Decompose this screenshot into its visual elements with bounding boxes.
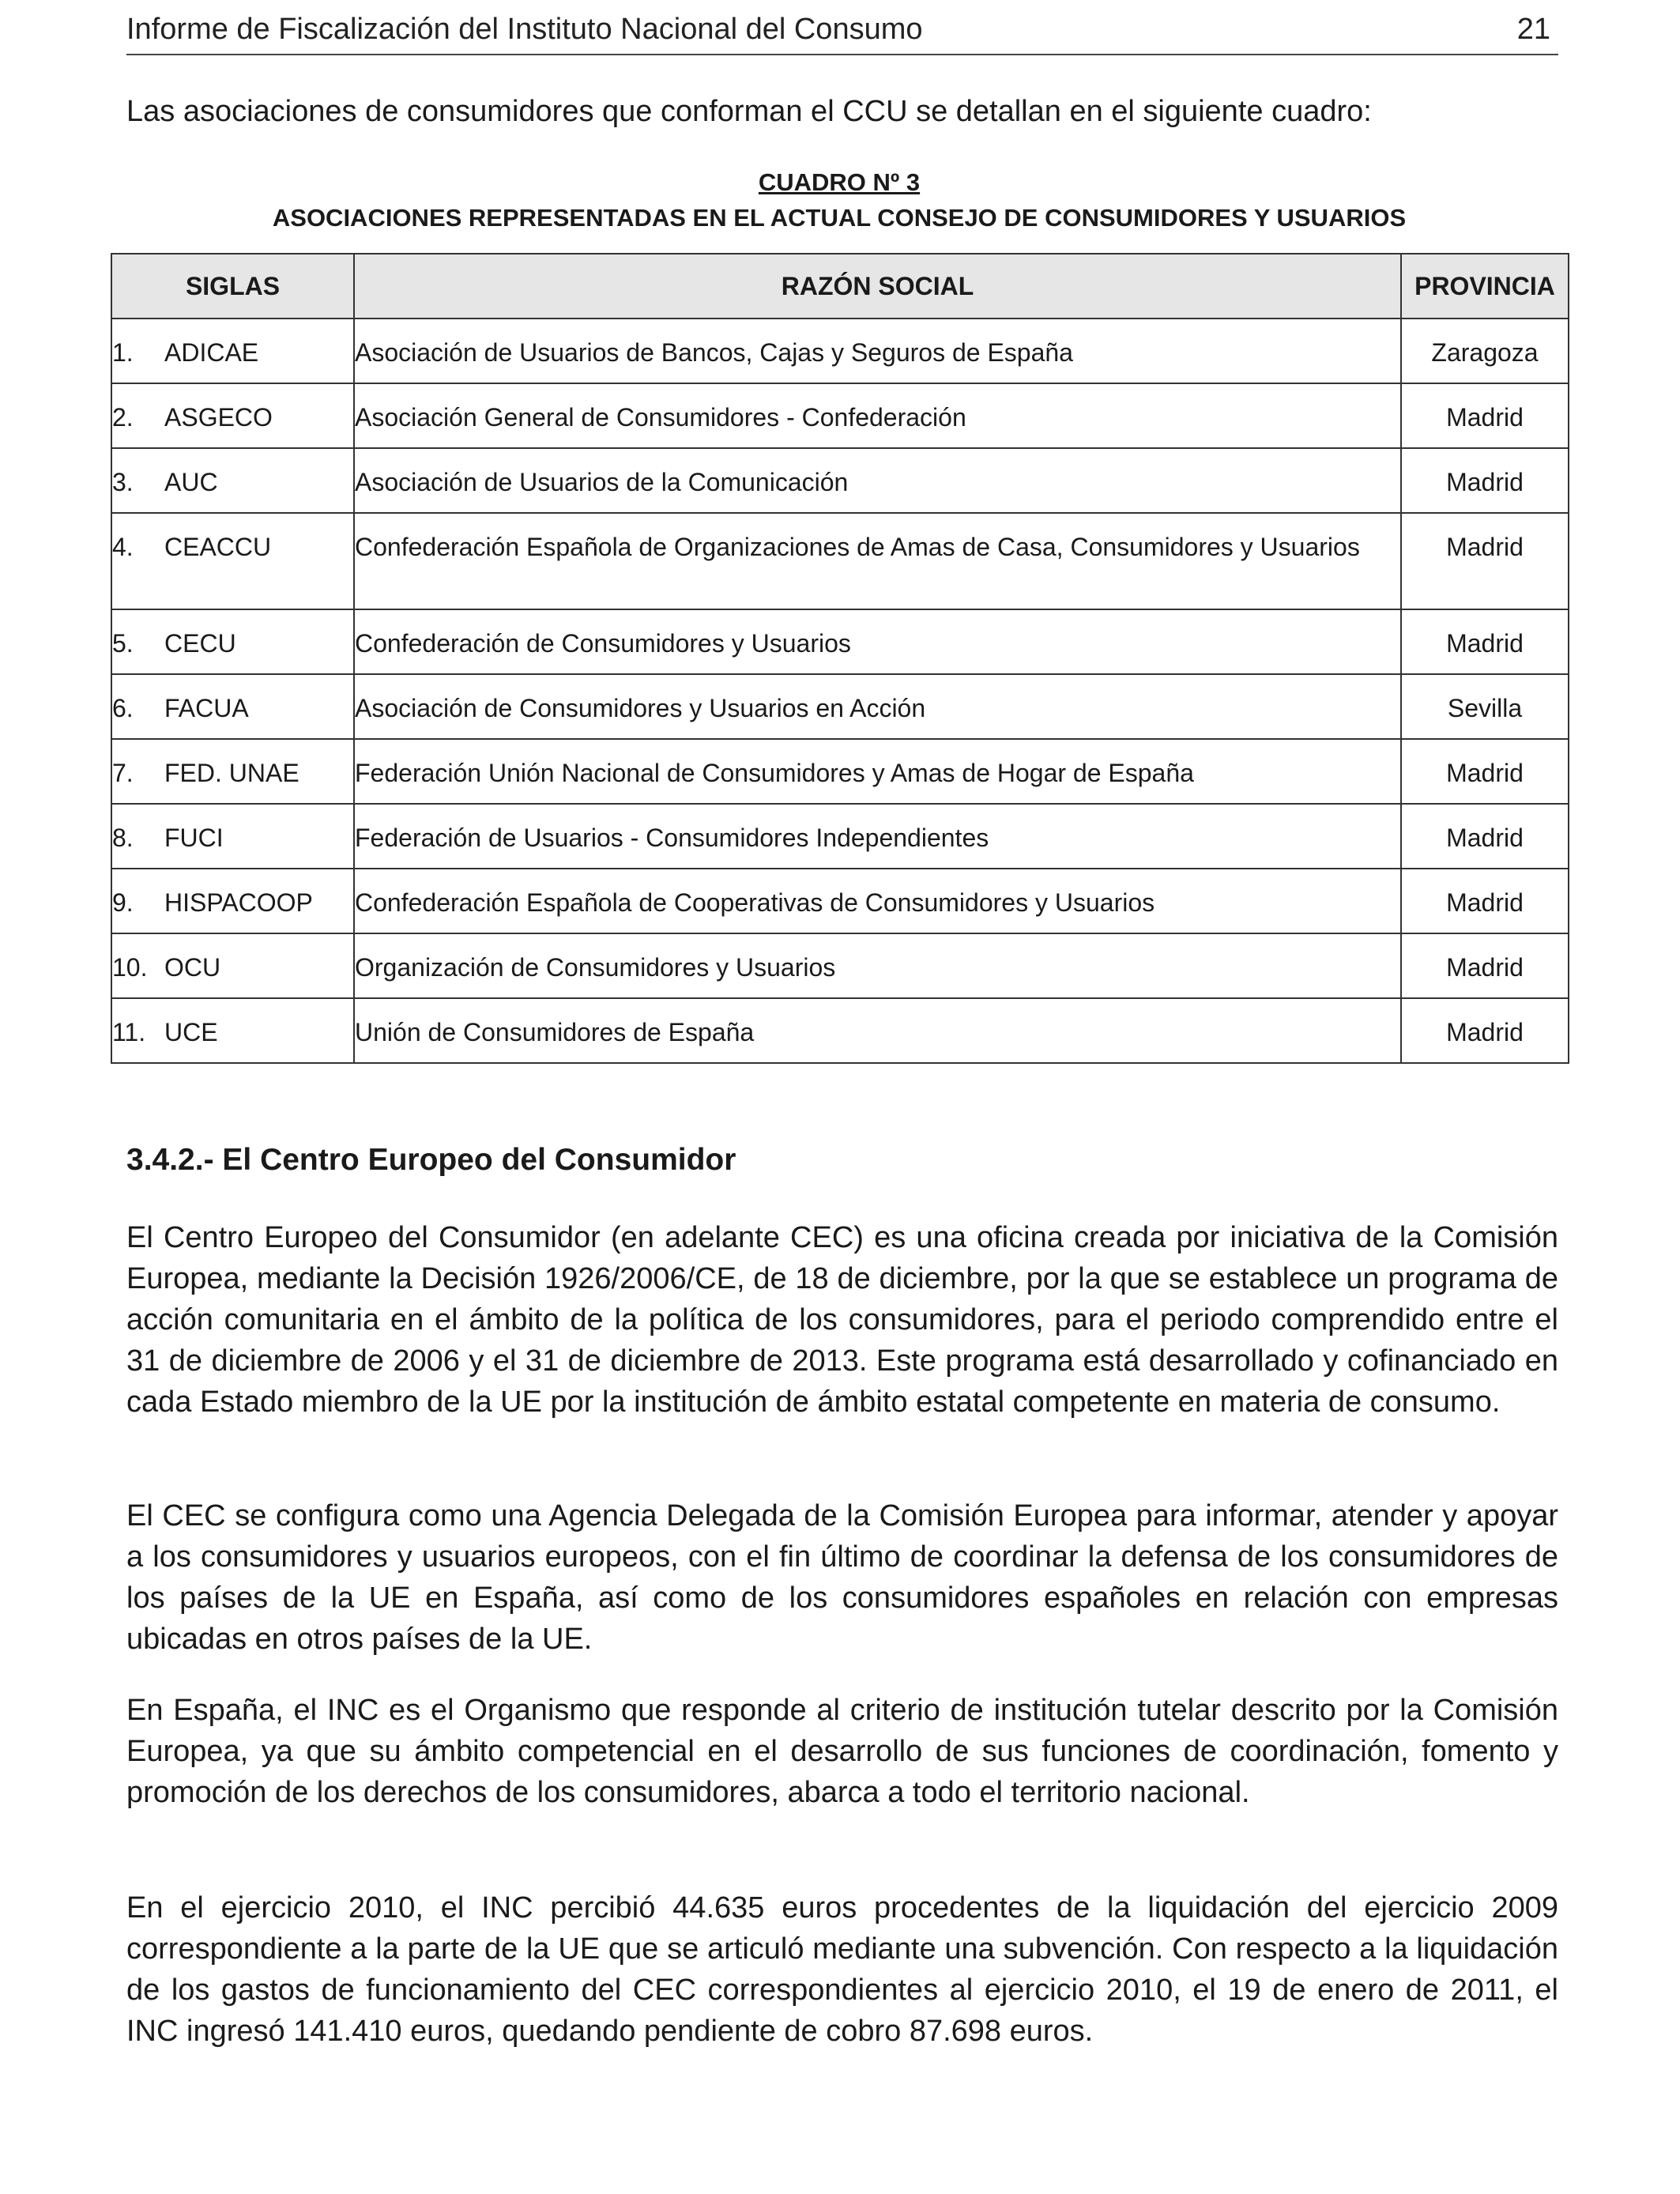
row-number: 4. (112, 533, 134, 561)
row-number: 10. (112, 953, 148, 982)
row-number: 3. (112, 468, 134, 496)
siglas-text: AUC (164, 468, 218, 496)
table-row (111, 319, 1569, 383)
cell-provincia: Zaragoza (1401, 319, 1569, 383)
cell-razon-social: Organización de Consumidores y Usuarios (354, 933, 1401, 998)
table-row (111, 933, 1569, 998)
cell-provincia: Madrid (1401, 933, 1569, 998)
cell-provincia: Madrid (1401, 739, 1569, 804)
cell-razon-social: Federación Unión Nacional de Consumidores y Amas de Hogar de España (354, 739, 1401, 804)
column-header-provincia: PROVINCIA (1401, 254, 1569, 319)
cell-siglas (111, 609, 354, 674)
siglas-text: FACUA (164, 694, 249, 722)
siglas-text: FUCI (164, 824, 224, 852)
row-number: 6. (112, 694, 134, 722)
siglas-text: OCU (164, 953, 221, 982)
associations-table (111, 253, 1569, 1064)
cell-siglas (111, 319, 354, 383)
cell-razon-social: Confederación de Consumidores y Usuarios (354, 609, 1401, 674)
table-row (111, 383, 1569, 448)
cell-siglas (111, 674, 354, 739)
row-number: 11. (112, 1018, 146, 1046)
cell-siglas (111, 383, 354, 448)
siglas-text: HISPACOOP (164, 888, 313, 917)
body-paragraph: El Centro Europeo del Consumidor (en adelante CEC) es una oficina creada por iniciativa de la Comisión Europea, mediante la Decisión 1926/2006/CE, de 18 de diciembre, por la que se establece un programa de acción comunitaria en el ámbito de la política de los consumidores, para el periodo comprendido entre el 31 de diciembre de 2006 y el 31 de diciembre de 2013. Este programa está desarrollado y cofinanciado en cada Estado miembro de la UE por la institución de ámbito estatal competente en materia de consumo. (126, 1221, 1558, 1419)
row-number: 5. (112, 629, 134, 658)
cell-provincia: Madrid (1401, 383, 1569, 448)
cell-siglas (111, 513, 354, 609)
column-header-siglas: SIGLAS (111, 254, 354, 319)
siglas-text: CECU (164, 629, 236, 658)
row-number: 9. (112, 888, 134, 917)
row-number: 2. (112, 403, 134, 432)
table-row (111, 739, 1569, 804)
intro-text: Las asociaciones de consumidores que conforman el CCU se detallan en el siguiente cuadro: (126, 95, 1372, 128)
cell-razon-social: Asociación General de Consumidores - Confederación (354, 383, 1401, 448)
row-number: 8. (112, 824, 134, 852)
table-row (111, 804, 1569, 869)
cell-razon-social: Asociación de Usuarios de la Comunicación (354, 448, 1401, 513)
section-heading: 3.4.2.- El Centro Europeo del Consumidor (126, 1143, 736, 1177)
page-header (126, 9, 1558, 55)
cell-razon-social: Federación de Usuarios - Consumidores Independientes (354, 804, 1401, 869)
cell-razon-social: Unión de Consumidores de España (354, 998, 1401, 1063)
cell-razon-social: Asociación de Consumidores y Usuarios en Acción (354, 674, 1401, 739)
table-body (111, 319, 1569, 1063)
body-paragraph: El CEC se configura como una Agencia Delegada de la Comisión Europea para informar, atender y apoyar a los consumidores y usuarios europeos, con el fin último de coordinar la defensa de los consumidores de los países de la UE en España, así como de los consumidores españoles en relación con empresas ubicadas en otros países de la UE. (126, 1499, 1558, 1656)
cell-razon-social: Confederación Española de Organizaciones de Amas de Casa, Consumidores y Usuarios (354, 513, 1401, 609)
siglas-text: ASGECO (164, 403, 273, 432)
table-header-row (111, 254, 1569, 319)
body-paragraph: En el ejercicio 2010, el INC percibió 44.635 euros procedentes de la liquidación del ejercicio 2009 correspondiente a la parte de la UE que se articuló mediante una subvención. Con respecto a la liquidación de los gastos de funcionamiento del CEC correspondientes al ejercicio 2010, el 19 de enero de 2011, el INC ingresó 141.410 euros, quedando pendiente de cobro 87.698 euros. (126, 1891, 1558, 2048)
siglas-text: FED. UNAE (164, 759, 299, 787)
cell-siglas (111, 933, 354, 998)
header-title: Informe de Fiscalización del Instituto Nacional del Consumo (126, 13, 923, 46)
body-paragraph: En España, el INC es el Organismo que responde al criterio de institución tutelar descrito por la Comisión Europea, ya que su ámbito competencial en el desarrollo de sus funciones de coordinación, fomento y promoción de los derechos de los consumidores, abarca a todo el territorio nacional. (126, 1694, 1558, 1809)
siglas-text: ADICAE (164, 338, 259, 367)
siglas-text: CEACCU (164, 533, 272, 561)
cell-siglas (111, 998, 354, 1063)
table-row (111, 674, 1569, 739)
cell-siglas (111, 804, 354, 869)
cell-provincia: Madrid (1401, 998, 1569, 1063)
table-caption-title: ASOCIACIONES REPRESENTADAS EN EL ACTUAL CONSEJO DE CONSUMIDORES Y USUARIOS (272, 204, 1407, 232)
cell-siglas (111, 448, 354, 513)
cell-siglas (111, 739, 354, 804)
row-number: 1. (112, 338, 134, 367)
cell-siglas (111, 869, 354, 933)
table-row (111, 609, 1569, 674)
cell-razon-social: Confederación Española de Cooperativas de Consumidores y Usuarios (354, 869, 1401, 933)
cell-provincia: Sevilla (1401, 674, 1569, 739)
cell-provincia: Madrid (1401, 513, 1569, 609)
table-row (111, 448, 1569, 513)
cell-provincia: Madrid (1401, 609, 1569, 674)
table-row (111, 998, 1569, 1063)
cell-provincia: Madrid (1401, 869, 1569, 933)
column-header-razon-social: RAZÓN SOCIAL (354, 254, 1401, 319)
table-row (111, 869, 1569, 933)
table-caption-number: CUADRO Nº 3 (758, 168, 921, 196)
page-number: 21 (1516, 13, 1550, 46)
cell-razon-social: Asociación de Usuarios de Bancos, Cajas y Seguros de España (354, 319, 1401, 383)
siglas-text: UCE (164, 1018, 218, 1046)
row-number: 7. (112, 759, 134, 787)
table-row (111, 513, 1569, 609)
cell-provincia: Madrid (1401, 804, 1569, 869)
cell-provincia: Madrid (1401, 448, 1569, 513)
